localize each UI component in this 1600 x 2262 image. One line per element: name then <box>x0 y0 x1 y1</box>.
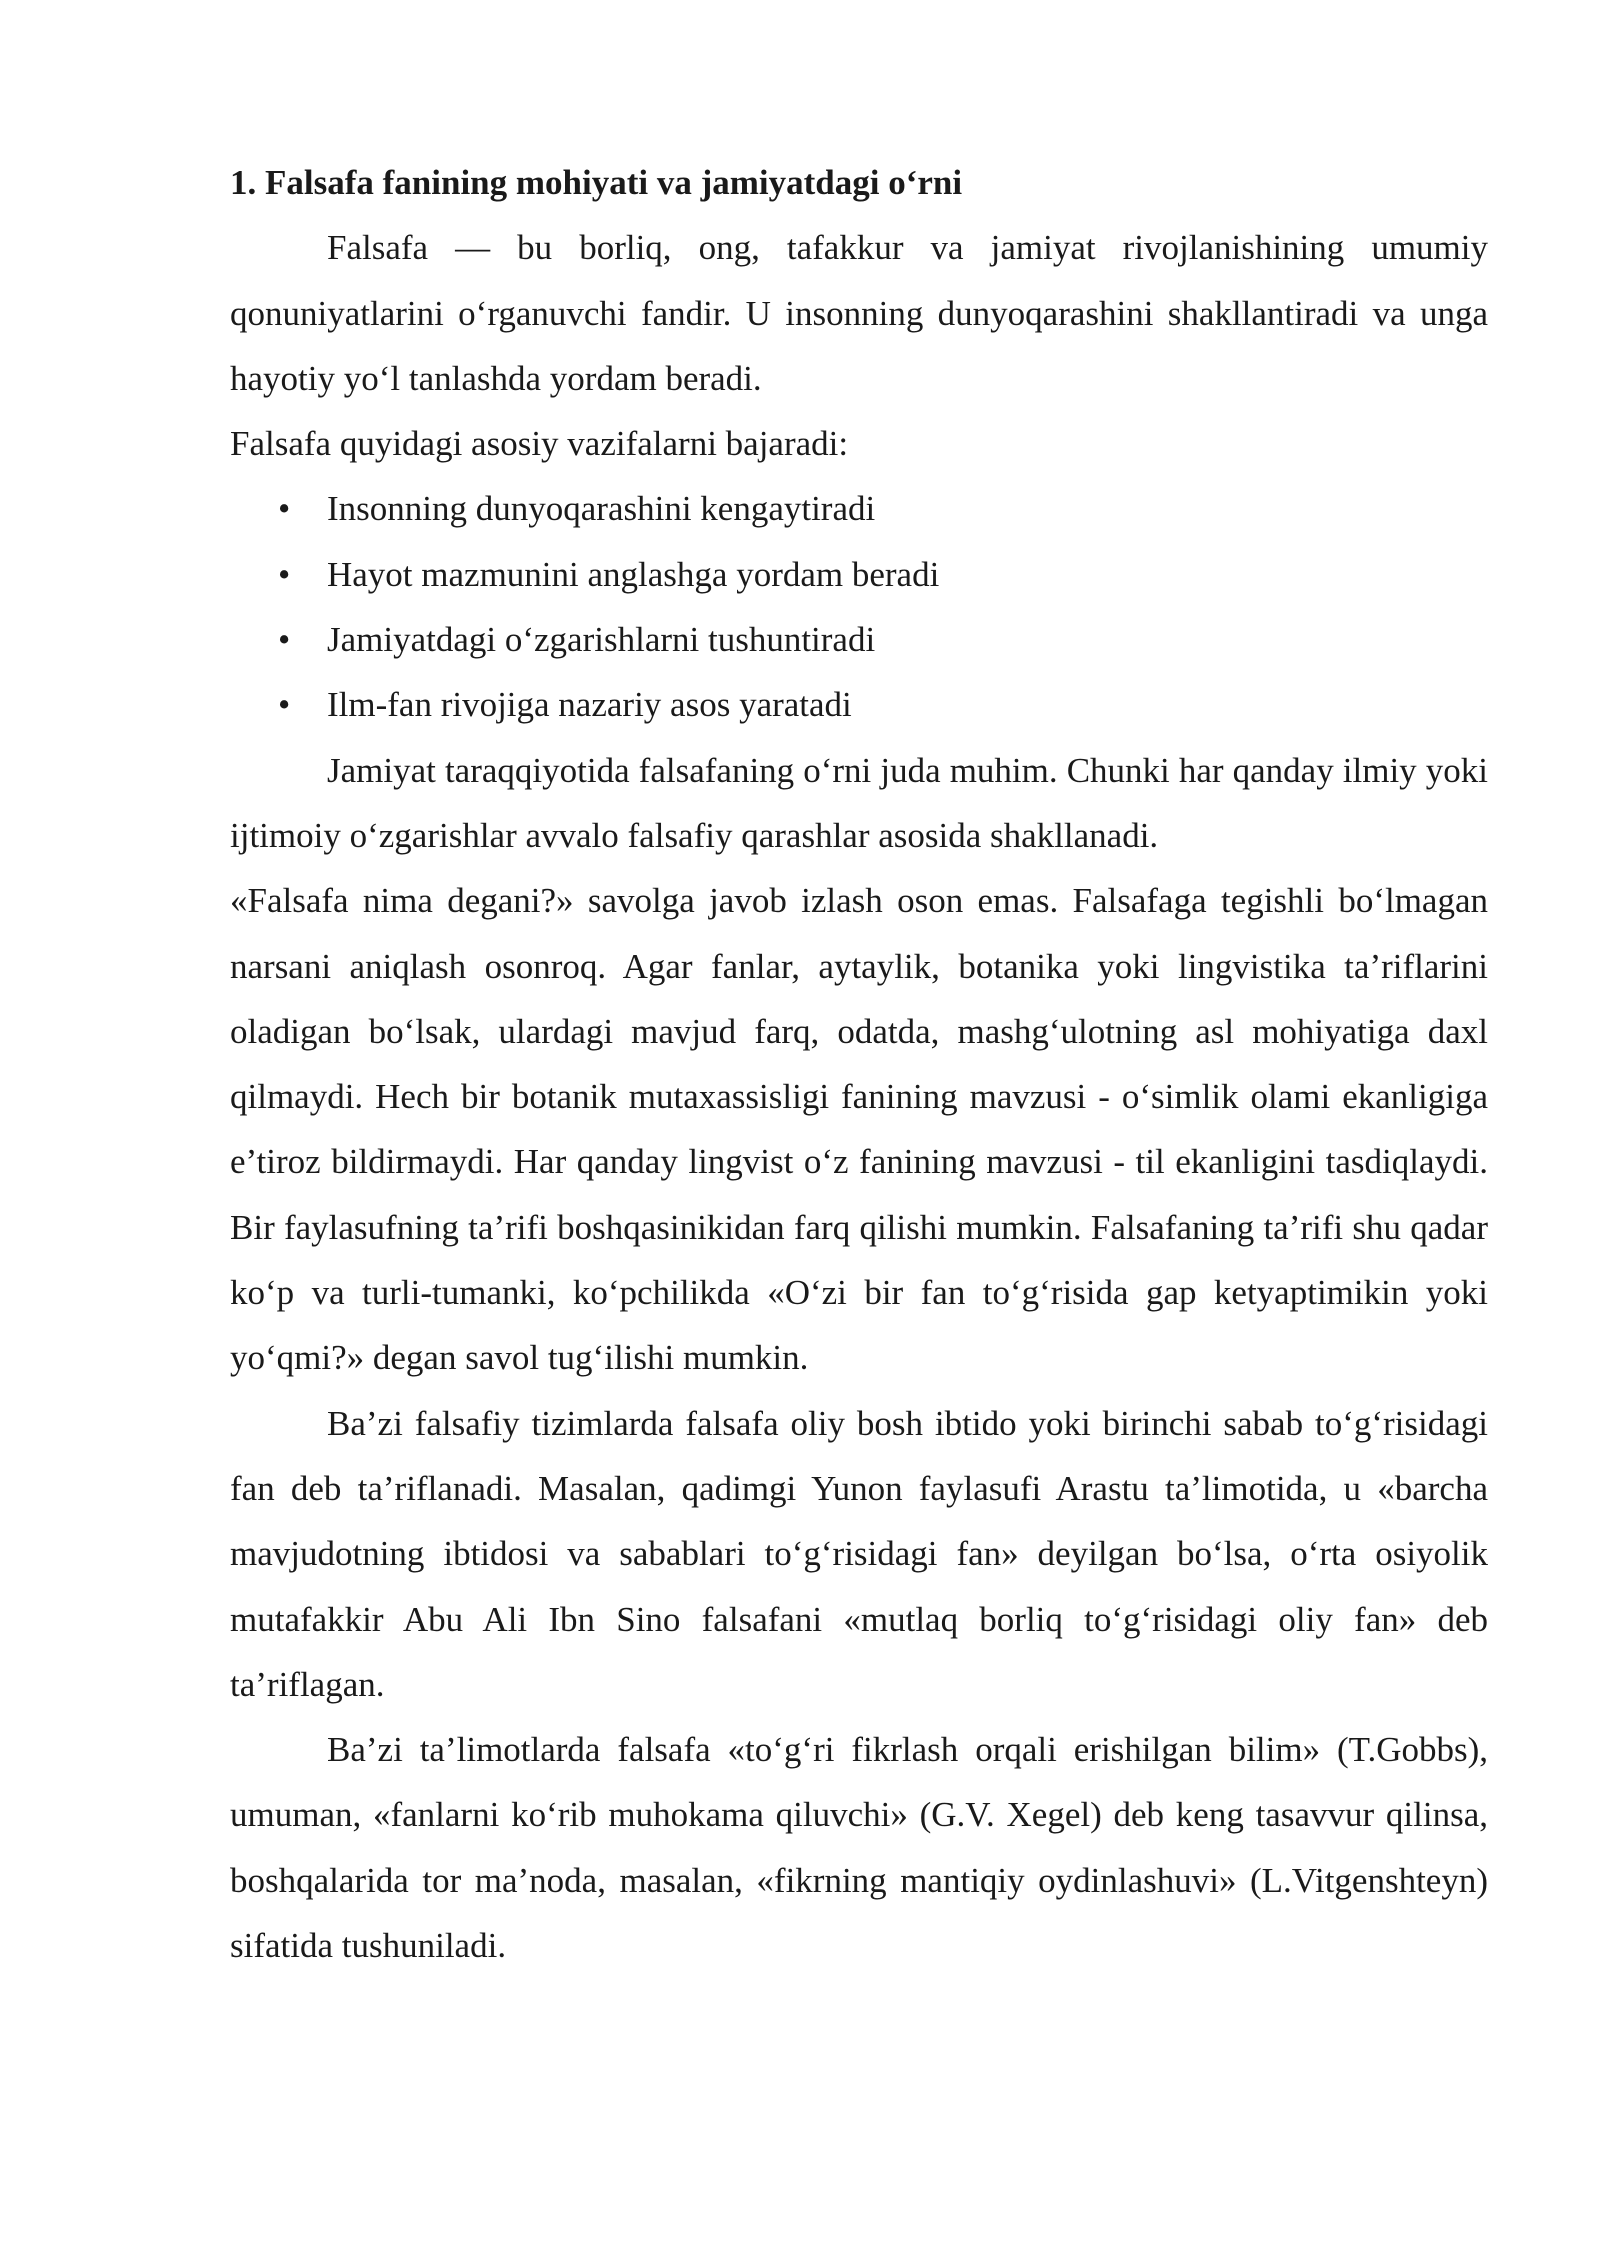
list-item <box>230 542 1488 607</box>
list-item-text: Jamiyatdagi o‘zgarishlarni tushuntiradi <box>327 620 876 660</box>
list-item <box>230 607 1488 672</box>
document-body <box>230 150 1488 1978</box>
section-heading: 1. Falsafa fanining mohiyati va jamiyatdagi o‘rni <box>230 163 963 202</box>
paragraph-teachings: Ba’zi ta’limotlarda falsafa «to‘g‘ri fikrlash orqali erishilgan bilim» (T.Gobbs), umuman, «fanlarni ko‘rib muhokama qiluvchi» (G.V. Xegel) deb keng tasavvur qilinsa, boshqalarida tor ma’noda, masalan, «fikrning mantiqiy oydinlashuvi» (L.Vitgenshteyn) sifatida tushuniladi. <box>230 1730 1488 1966</box>
bullet-icon: • <box>278 685 291 725</box>
paragraph-first-cause: Ba’zi falsafiy tizimlarda falsafa oliy bosh ibtido yoki birinchi sabab to‘g‘risidagi fan deb ta’riflanadi. Masalan, qadimgi Yunon faylasufi Arastu ta’limotida, u «barcha mavjudotning ibtidosi va sabablari to‘g‘risidagi fan» deyilgan bo‘lsa, o‘rta osiyolik mutafakkir Abu Ali Ibn Sino falsafani «mutlaq borliq to‘g‘risidagi oliy fan» deb ta’riflagan. <box>230 1403 1488 1704</box>
bullet-icon: • <box>278 620 291 660</box>
bullet-icon: • <box>278 554 291 594</box>
bullet-icon: • <box>278 489 291 529</box>
list-item-text: Insonning dunyoqarashini kengaytiradi <box>327 489 876 529</box>
paragraph-functions-intro: Falsafa quyidagi asosiy vazifalarni bajaradi: <box>230 424 849 464</box>
list-item-text: Ilm-fan rivojiga nazariy asos yaratadi <box>327 685 852 725</box>
list-item-text: Hayot mazmunini anglashga yordam beradi <box>327 554 940 594</box>
list-item <box>230 476 1488 541</box>
list-item <box>230 672 1488 737</box>
paragraph-what-is-philosophy: «Falsafa nima degani?» savolga javob izlash oson emas. Falsafaga tegishli bo‘lmagan narsani aniqlash osonroq. Agar fanlar, aytaylik, botanika yoki lingvistika ta’riflarini oladigan bo‘lsak, ulardagi mavjud farq, odatda, mashg‘ulotning asl mohiyatiga daxl qilmaydi. Hech bir botanik mutaxassisligi fanining mavzusi - o‘simlik olami ekanligiga e’tiroz bildirmaydi. Har qanday lingvist o‘z fanining mavzusi - til ekanligini tasdiqlaydi. Bir faylasufning ta’rifi boshqasinikidan farq qilishi mumkin. Falsafaning ta’rifi shu qadar ko‘p va turli-tumanki, ko‘pchilikda «O‘zi bir fan to‘g‘risida gap ketyaptimikin yoki yo‘qmi?» degan savol tug‘ilishi mumkin. <box>230 881 1488 1378</box>
paragraph-definition: Falsafa — bu borliq, ong, tafakkur va jamiyat rivojlanishining umumiy qonuniyatlarini o‘rganuvchi fandir. U insonning dunyoqarashini shakllantiradi va unga hayotiy yo‘l tanlashda yordam beradi. <box>230 228 1488 398</box>
paragraph-role-in-society: Jamiyat taraqqiyotida falsafaning o‘rni juda muhim. Chunki har qanday ilmiy yoki ijtimoiy o‘zgarishlar avvalo falsafiy qarashlar asosida shakllanadi. <box>230 750 1488 855</box>
functions-list <box>230 476 1488 737</box>
